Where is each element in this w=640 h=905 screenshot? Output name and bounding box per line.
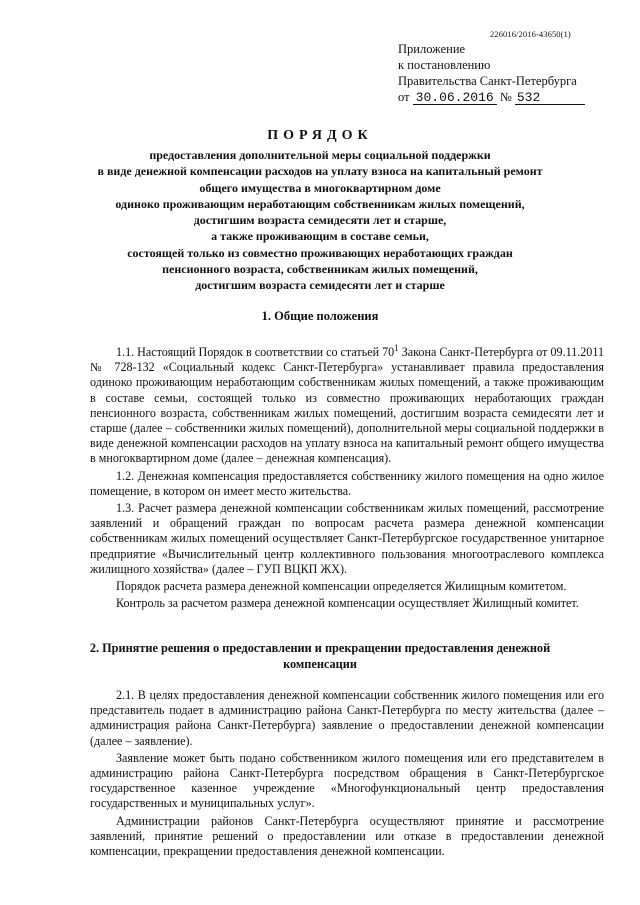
- appendix-header: [398, 41, 585, 105]
- document-subtitle: [90, 147, 550, 294]
- subtitle-line: достигшим возраста семидесяти лет и старше: [195, 278, 445, 293]
- subtitle-line: состоящей только из совместно проживающих неработающих граждан: [127, 245, 513, 260]
- paragraph-1-3-order: Порядок расчета размера денежной компенсации определяется Жилищным комитетом.: [116, 579, 567, 594]
- section-1-heading: 1. Общие положения: [261, 309, 379, 323]
- document-registration-number: 226016/2016-43650(1): [490, 29, 571, 39]
- section-2-heading: 2. Принятие решения о предоставлении и прекращении предоставления денежной компенсации: [89, 641, 551, 671]
- appendix-line-3: Правительства Санкт-Петербурга: [398, 74, 577, 88]
- paragraph-2-1-submission: Заявление может быть подано собственником жилого помещения или его представителем в администрацию района Санкт-Петербурга посредством обращения в Санкт-Петербургское государственное казенное учреждение «Многофункциональный центр предоставления государственных и муниципальных услуг».: [90, 750, 604, 811]
- paragraph-2-1-administration: Администрации районов Санкт-Петербурга осуществляют принятие и рассмотрение заявлений, принятие решений о предоставлении или отказе в предоставлении денежной компенсации, прекращении предоставления денежной компенсации.: [90, 813, 604, 859]
- paragraph-1-1-start: 1.1. Настоящий Порядок в соответствии со статьей 70: [116, 345, 395, 359]
- handwritten-date: 30.06.2016: [413, 91, 497, 105]
- date-prefix: от: [398, 90, 410, 104]
- section-2-body: [90, 688, 604, 859]
- paragraph-2-1: 2.1. В целях предоставления денежной компенсации собственник жилого помещения или его представитель подает в администрацию района Санкт-Петербурга по месту жительства (далее – администрация района Санкт-Петербурга) заявление о предоставлении денежной компенсации (далее – заявление).: [90, 688, 604, 748]
- number-prefix: №: [499, 90, 512, 104]
- subtitle-line: достигшим возраста семидесяти лет и старше,: [193, 213, 447, 228]
- subtitle-line: предоставления дополнительной меры социальной поддержки: [149, 148, 491, 162]
- appendix-line-1: Приложение: [398, 42, 466, 56]
- subtitle-line: общего имущества в многоквартирном доме: [199, 180, 441, 195]
- appendix-date-line: [398, 89, 585, 105]
- handwritten-number: 532: [515, 91, 585, 105]
- subtitle-line: пенсионного возраста, собственникам жилых помещений,: [162, 262, 478, 277]
- paragraph-1-1-rest: Закона Санкт-Петербурга от 09.11.2011 № 728-132 «Социальный кодекс Санкт-Петербурга» устанавливает правила предоставления одиноко проживающим неработающим собственникам жилых помещений, а также проживающим в составе семьи, состоящей только из совместно проживающих неработающих граждан пенсионного возраста, собственникам жилых помещений, достигшим возраста семидесяти лет и старше (далее – собственники жилых помещений), дополнительной меры социальной поддержки в виде денежной компенсации расходов на уплату взноса на капитальный ремонт общего имущества в многоквартирном доме (далее – денежная компенсация).: [90, 345, 604, 466]
- paragraph-1-1: [90, 342, 604, 467]
- subtitle-line: одиноко проживающим неработающим собственникам жилых помещений,: [115, 196, 525, 211]
- subtitle-line: а также проживающим в составе семьи,: [211, 229, 429, 244]
- section-1-body: [90, 342, 604, 611]
- appendix-line-2: к постановлению: [398, 58, 491, 72]
- paragraph-1-3-control: Контроль за расчетом размера денежной компенсации осуществляет Жилищный комитет.: [116, 596, 579, 611]
- article-superscript: 1: [394, 342, 399, 353]
- paragraph-1-3: 1.3. Расчет размера денежной компенсации собственникам жилых помещений, рассмотрение заявлений и обращений граждан по вопросам расчета размера денежной компенсации собственникам жилых помещений осуществляет Санкт-Петербургское государственное унитарное предприятие «Вычислительный центр коллективного пользования многоотраслевого комплекса жилищного хозяйства» (далее – ГУП ВЦКП ЖХ).: [90, 501, 604, 576]
- paragraph-1-2: 1.2. Денежная компенсация предоставляется собственнику жилого помещения на одно жилое помещение, в котором он имеет место жительства.: [90, 468, 604, 498]
- document-title: ПОРЯДОК: [267, 128, 373, 143]
- subtitle-line: в виде денежной компенсации расходов на уплату взноса на капитальный ремонт: [97, 164, 543, 179]
